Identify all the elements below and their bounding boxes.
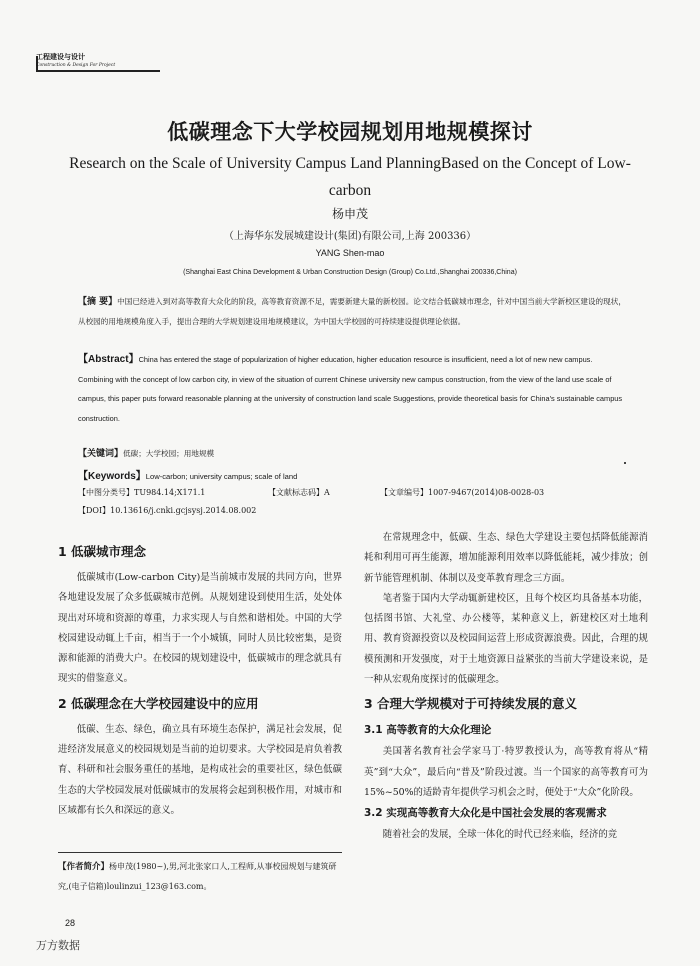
abstract-text: 中国已经进入到对高等教育大众化的阶段，高等教育资源不足，需要新建大量的新校园。论文结合低碳城市理念，针对中国当前大学新校区建设的现状，从校园的用地规模角度入手，提出合理的大学规划建设用地规模建议，为中国大学校园的可持续建设提供理论依据。: [78, 297, 626, 326]
section-2-paragraph: 低碳、生态、绿色，确立具有环境生态保护，满足社会发展，促进经济发展意义的校园规划是当前的迫切要求。大学校园是肩负着教育、科研和社会服务重任的基地，是构成社会的重要社区，绿色低碳生态的大学校园发展对低碳城市的发展将会起到积极作用，对城市和区域都有长久和深远的意义。: [58, 723, 342, 816]
keywords-en-text: Low-carbon; university campus; scale of land: [145, 472, 298, 481]
paper-title: 低碳理念下大学校园规划用地规模探讨: [167, 120, 533, 144]
left-column: [58, 538, 342, 821]
keywords-en-label: 【Keywords】: [78, 471, 146, 482]
right-column: [364, 528, 648, 846]
section-1-heading: 1 低碳城市理念: [58, 544, 147, 559]
keywords: [78, 446, 626, 459]
section-1-paragraph: 低碳城市(Low-carbon City)是当前城市发展的共同方向，世界各地建设发展了众多低碳城市范例。从规划建设到使用生活，处处体现出对环境和资源的尊重，力求实现人与自然和谐相处。中国的大学校园建设动辄上千亩，相当于一个小城镇，同时人员比较密集，是资源和能源的消费大户。在校园的规划建设中，低碳城市的理念就具有现实的借鉴意义。: [58, 572, 342, 685]
footnote-text: 杨申茂(1980~),男,河北张家口人,工程师,从事校园规划与建筑研究,(电子信箱)loulinzui_123@163.com。: [58, 862, 337, 891]
keywords-label: 【关键词】: [78, 449, 124, 459]
journal-name: 工程建设与设计: [36, 53, 85, 61]
abstract-label: 【摘 要】: [78, 297, 118, 307]
document-code: 【文献标志码】A: [268, 488, 330, 497]
clc-number: 【中图分类号】TU984.14;X171.1: [78, 488, 206, 497]
abstract: [78, 292, 626, 331]
footnote-rule: [58, 852, 342, 853]
right-paragraph-1: 在常规理念中，低碳、生态、绿色大学建设主要包括降低能源消耗和利用可再生能源，增加能源利用效率以降低能耗，减少排放；创新节能管理机制、体制以及变革教育理念三方面。: [364, 532, 648, 584]
section-3-1-heading: 3.1 高等教育的大众化理论: [364, 724, 492, 737]
section-2-heading: 2 低碳理念在大学校园建设中的应用: [58, 695, 259, 711]
affiliation-en: (Shanghai East China Development & Urban Construction Design (Group) Co.Ltd.,Shanghai 200336,China): [183, 269, 517, 276]
watermark: 万方数据: [36, 939, 80, 952]
abstract-en-text: China has entered the stage of popularization of higher education, higher education resource is insufficient, need a lot of new new campus. Combining with the concept of low carbon city, in view of the situation of current Chinese university new campus construction, from the view of the land use scale of campus, this paper puts forward reasonable planning at the university of construction land scale Suggestions, provide theoretical basis for China's sustainable campus construction.: [78, 355, 623, 423]
author: 杨申茂: [331, 207, 368, 221]
section-3-2-paragraph: 随着社会的发展，全球一体化的时代已经来临，经济的竞: [382, 829, 618, 841]
keywords-text: 低碳；大学校园；用地规模: [123, 449, 215, 458]
author-en: YANG Shen-mao: [315, 248, 385, 258]
section-3-2-heading: 3.2 实现高等教育大众化是中国社会发展的客观需求: [364, 807, 607, 820]
abstract-en: [78, 350, 626, 428]
header-rule: [36, 70, 160, 72]
section-3-heading: 3 合理大学规模对于可持续发展的意义: [364, 696, 578, 712]
stray-dot: [624, 462, 626, 464]
journal-name-en: Construction & Design For Project: [36, 63, 116, 68]
keywords-en: [78, 467, 626, 482]
footnote-label: 【作者简介】: [58, 862, 110, 872]
affiliation: （上海华东发展城建设计(集团)有限公司,上海 200336）: [223, 231, 477, 242]
section-3-1-paragraph: 美国著名教育社会学家马丁·特罗教授认为，高等教育将从“精英”到“大众”，最后向“普及”阶段过渡。当一个国家的高等教育可为15%~50%的适龄青年提供学习机会之时，便处于“大众”化阶段。: [364, 746, 648, 798]
abstract-en-label: 【Abstract】: [78, 354, 139, 365]
article-number: 【文章编号】1007-9467(2014)08-0028-03: [380, 488, 545, 497]
paper-title-en: Research on the Scale of University Campus Land PlanningBased on the Concept of Low-carbon: [69, 155, 631, 199]
author-footnote: [58, 857, 342, 896]
right-paragraph-2: 笔者鉴于国内大学动辄新建校区，且每个校区均具备基本功能，包括图书馆、大礼堂、办公楼等，某种意义上，新建校区对土地利用、教育资源投资以及校园间运营上形成资源浪费。因此，合理的规模预测和开发强度，对于土地资源日益紧张的当前大学建设来说，是一种从宏观角度探讨的低碳理念。: [364, 592, 648, 686]
page-number: 28: [65, 918, 76, 928]
doi: 【DOI】10.13616/j.cnki.gcjsysj.2014.08.002: [78, 506, 257, 515]
